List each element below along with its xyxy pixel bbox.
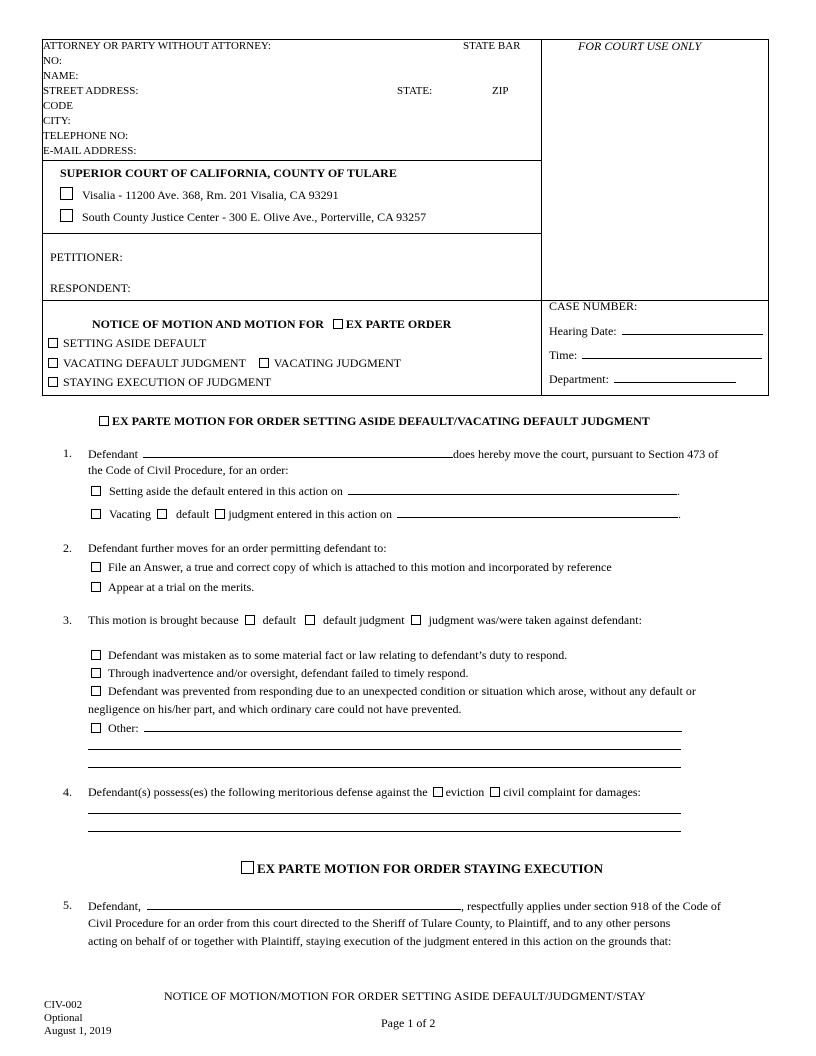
item3-number: 3. (63, 613, 72, 627)
item1-default-checkbox[interactable] (157, 509, 167, 519)
item3-prevented-checkbox[interactable] (91, 686, 101, 696)
item2-option1-text: File an Answer, a true and correct copy of which is attached to this motion and incorporated by reference (108, 560, 612, 574)
item1-post: does hereby move the court, pursuant to Section 473 of (452, 447, 719, 461)
case-number-label: CASE NUMBER: (549, 299, 638, 313)
vacating-option[interactable] (48, 356, 401, 371)
name-label: NAME: (43, 70, 79, 82)
item4-pre: Defendant(s) possess(es) the following meritorious defense against the (88, 785, 428, 799)
item2-trial-checkbox[interactable] (91, 582, 101, 592)
item5-post: , respectfully applies under section 918 of the Code of (460, 899, 721, 913)
porterville-text: South County Justice Center - 300 E. Olive Ave., Porterville, CA 93257 (82, 210, 427, 224)
section1-heading[interactable] (99, 414, 650, 429)
item5-defendant-field[interactable] (147, 898, 461, 910)
item1-number: 1. (63, 446, 72, 460)
divider-notice (42, 300, 769, 301)
item2-answer-checkbox[interactable] (91, 562, 101, 572)
vacating-judgment-text: VACATING JUDGMENT (273, 356, 402, 370)
item3-reason2[interactable] (91, 666, 469, 681)
footer-date: August 1, 2019 (44, 1025, 112, 1037)
ex-parte-order-checkbox[interactable] (333, 319, 343, 329)
vacating-judgment-checkbox[interactable] (259, 358, 269, 368)
item4-civil-checkbox[interactable] (490, 787, 500, 797)
item3-default-judgment-checkbox[interactable] (305, 615, 315, 625)
location-visalia[interactable] (60, 187, 339, 203)
hearing-date-field[interactable] (622, 323, 763, 335)
item3-inadvertence-checkbox[interactable] (91, 668, 101, 678)
hearing-date-label: Hearing Date: (549, 324, 617, 338)
divider-court (42, 160, 541, 161)
time-row[interactable] (549, 347, 762, 363)
item1-date-field[interactable] (348, 483, 677, 495)
item3-other-text: Other: (108, 721, 139, 735)
court-use-label: FOR COURT USE ONLY (578, 39, 702, 53)
item1-line1 (88, 446, 718, 462)
item3-reason1-text: Defendant was mistaken as to some material fact or law relating to defendant’s duty to respond. (108, 648, 568, 662)
item5-pre: Defendant, (88, 899, 141, 913)
item3-reason3-text: Defendant was prevented from responding due to an unexpected condition or situation which arose, without any default or (108, 684, 696, 698)
item1-judgment-text: judgment entered in this action on (228, 507, 392, 521)
section2-heading-text: EX PARTE MOTION FOR ORDER STAYING EXECUTION (257, 861, 604, 876)
no-label: NO: (43, 55, 62, 67)
item1-judgment-date-field[interactable] (397, 506, 678, 518)
state-label: STATE: (397, 85, 433, 97)
item2-option2[interactable] (91, 580, 254, 595)
vacating-default-text: VACATING DEFAULT JUDGMENT (63, 356, 246, 370)
item1-default-text: default (175, 507, 210, 521)
notice-title-text: NOTICE OF MOTION AND MOTION FOR (92, 317, 324, 331)
footer-form-id: CIV-002 (44, 999, 83, 1011)
city-label: CITY: (43, 115, 71, 127)
staying-text: STAYING EXECUTION OF JUDGMENT (63, 375, 272, 389)
item2-option1[interactable] (91, 560, 612, 575)
setting-aside-checkbox[interactable] (48, 338, 58, 348)
hearing-date-row[interactable] (549, 323, 763, 339)
street-label: STREET ADDRESS: (43, 85, 139, 97)
item1-option2[interactable]: Vacating default judgment entered in this action on . (91, 506, 681, 522)
item3-mistaken-checkbox[interactable] (91, 650, 101, 660)
state-bar-label: STATE BAR (463, 40, 521, 52)
location-porterville[interactable] (60, 209, 426, 225)
item1-vacating-text: Vacating (109, 507, 151, 521)
court-title: SUPERIOR COURT OF CALIFORNIA, COUNTY OF TULARE (60, 166, 397, 180)
item4-civil-text: civil complaint for damages: (503, 785, 641, 799)
item3-other-field[interactable] (144, 720, 682, 732)
section1-checkbox[interactable] (99, 416, 109, 426)
time-label: Time: (549, 348, 578, 362)
item3-reason3-cont: negligence on his/her part, and which ordinary care could not have prevented. (88, 702, 462, 716)
item2-number: 2. (63, 541, 72, 555)
item5-line3: acting on behalf of or together with Plaintiff, staying execution of the judgment entered in this action on the grounds that: (88, 934, 672, 948)
item3-pre: This motion is brought because (88, 613, 239, 627)
visalia-checkbox[interactable] (60, 187, 73, 200)
item3-reason1[interactable] (91, 648, 567, 663)
department-row[interactable] (549, 371, 736, 387)
item5-number: 5. (63, 898, 72, 912)
petitioner-label: PETITIONER: (50, 250, 123, 264)
section2-heading[interactable] (241, 861, 603, 877)
code-label: CODE (43, 100, 73, 112)
telephone-label: TELEPHONE NO: (43, 130, 129, 142)
item3-other-line3[interactable] (88, 767, 681, 768)
section1-heading-text: EX PARTE MOTION FOR ORDER SETTING ASIDE DEFAULT/VACATING DEFAULT JUDGMENT (112, 414, 650, 428)
footer-title: NOTICE OF MOTION/MOTION FOR ORDER SETTING ASIDE DEFAULT/JUDGMENT/STAY (164, 989, 646, 1003)
item4-line1[interactable] (88, 813, 681, 814)
item5-line1 (88, 898, 721, 914)
divider-parties (42, 233, 541, 234)
item4-number: 4. (63, 785, 72, 799)
department-field[interactable] (614, 371, 736, 383)
zip-label: ZIP (492, 85, 509, 97)
porterville-checkbox[interactable] (60, 209, 73, 222)
item1-option1[interactable]: Setting aside the default entered in this action on . (91, 483, 680, 499)
item1-line2: the Code of Civil Procedure, for an order: (88, 463, 289, 477)
item3-other-checkbox[interactable] (91, 723, 101, 733)
court-use-divider (541, 39, 542, 396)
section2-checkbox[interactable] (241, 861, 254, 874)
attorney-label: ATTORNEY OR PARTY WITHOUT ATTORNEY: (43, 40, 271, 52)
item3-other[interactable] (91, 720, 682, 736)
item3-other-line2[interactable] (88, 749, 681, 750)
setting-aside-text: SETTING ASIDE DEFAULT (63, 336, 207, 350)
staying-option[interactable] (48, 375, 271, 390)
item3-reason2-text: Through inadvertence and/or oversight, defendant failed to timely respond. (108, 666, 469, 680)
department-label: Department: (549, 372, 609, 386)
item3-judgment-checkbox[interactable] (411, 615, 421, 625)
item3-reason3[interactable] (91, 684, 696, 699)
footer-optional: Optional (44, 1012, 83, 1024)
email-label: E-MAIL ADDRESS: (43, 145, 137, 157)
item1-vacating-checkbox[interactable] (91, 509, 101, 519)
item4-eviction-text: eviction (445, 785, 485, 799)
item3-line (88, 613, 642, 628)
respondent-label: RESPONDENT: (50, 281, 131, 295)
item2-text: Defendant further moves for an order permitting defendant to: (88, 541, 387, 555)
item2-option2-text: Appear at a trial on the merits. (108, 580, 255, 594)
item4-eviction-checkbox[interactable] (433, 787, 443, 797)
item3-default-text: default (262, 613, 296, 627)
ex-parte-order-text: EX PARTE ORDER (345, 317, 452, 331)
staying-checkbox[interactable] (48, 377, 58, 387)
visalia-text: Visalia - 11200 Ave. 368, Rm. 201 Visalia, CA 93291 (82, 188, 339, 202)
item1-setting-aside-checkbox[interactable] (91, 486, 101, 496)
item3-default-checkbox[interactable] (245, 615, 255, 625)
footer-page: Page 1 of 2 (381, 1016, 436, 1030)
notice-title (92, 317, 451, 332)
item1-option1-text: Setting aside the default entered in this action on (109, 484, 343, 498)
item1-defendant-field[interactable] (143, 446, 453, 458)
time-field[interactable] (582, 347, 762, 359)
item3-default-judgment-text: default judgment (322, 613, 405, 627)
item1-judgment-checkbox[interactable] (215, 509, 225, 519)
setting-aside-option[interactable] (48, 336, 206, 351)
vacating-default-checkbox[interactable] (48, 358, 58, 368)
item3-judgment-text: judgment was/were taken against defendant: (428, 613, 642, 627)
item4-line2[interactable] (88, 831, 681, 832)
item4-line (88, 785, 641, 800)
item1-pre: Defendant (88, 447, 138, 461)
item5-line2: Civil Procedure for an order from this court directed to the Sheriff of Tulare County, to Plaintiff, and to any other persons (88, 916, 671, 930)
